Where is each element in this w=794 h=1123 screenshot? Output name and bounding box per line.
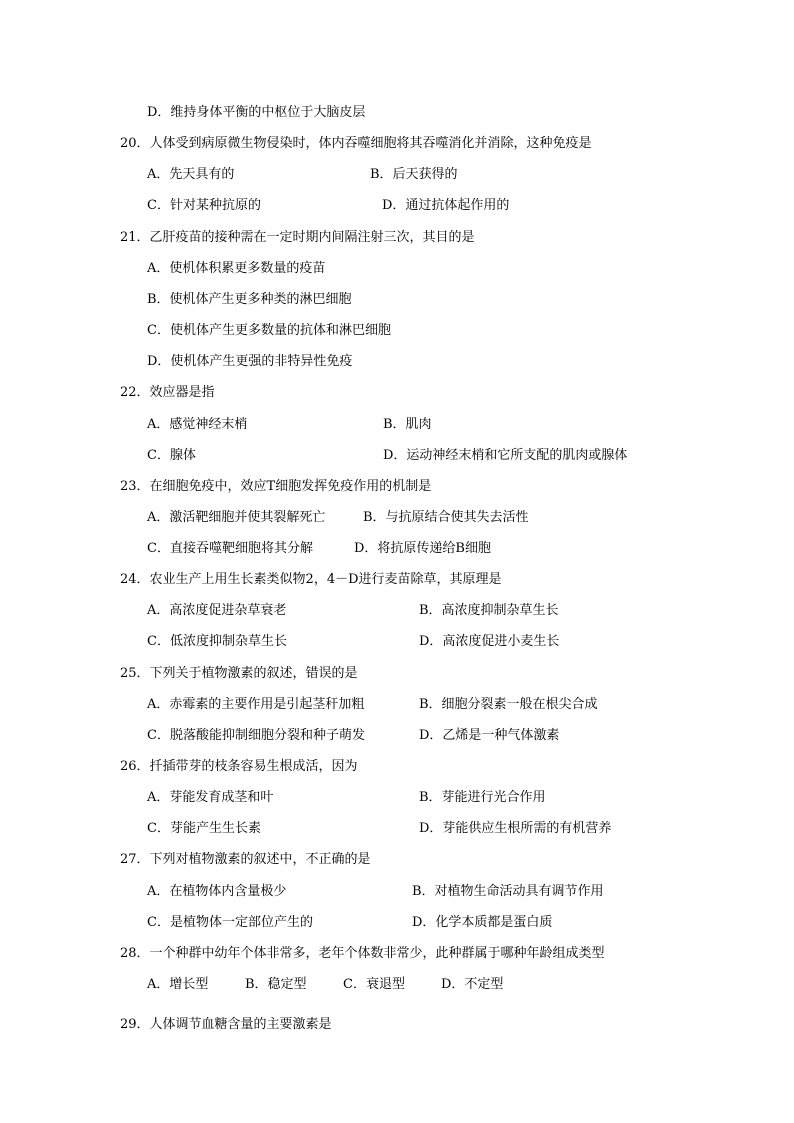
q26-option-a: A．芽能发育成茎和叶 [147, 790, 274, 805]
q21-option-a: A．使机体积累更多数量的疫苗 [147, 261, 326, 276]
q20-option-c: C．针对某种抗原的 [147, 198, 261, 213]
q27-option-a: A．在植物体内含量极少 [147, 884, 287, 899]
q28-option-a: A．增长型 [147, 977, 209, 992]
q25-option-c: C．脱落酸能抑制细胞分裂和种子萌发 [147, 728, 365, 743]
q21-option-d: D．使机体产生更强的非特异性免疫 [147, 354, 353, 369]
q28-option-d: D．不定型 [441, 977, 504, 992]
q22-option-d: D．运动神经末梢和它所支配的肌肉或腺体 [383, 448, 628, 463]
q24-stem: 24．农业生产上用生长素类似物2，4－D进行麦苗除草，其原理是 [120, 572, 502, 587]
q23-option-b: B．与抗原结合使其失去活性 [363, 510, 529, 525]
q27-option-d: D．化学本质都是蛋白质 [412, 915, 553, 930]
q28-stem: 28．一个种群中幼年个体非常多，老年个体数非常少，此种群属于哪种年龄组成类型 [120, 946, 605, 961]
q23-stem: 23．在细胞免疫中，效应T细胞发挥免疫作用的机制是 [120, 479, 432, 494]
q22-option-c: C．腺体 [147, 448, 196, 463]
q24-option-a: A．高浓度促进杂草衰老 [147, 603, 287, 618]
q28-option-b: B．稳定型 [245, 977, 307, 992]
q26-option-b: B．芽能进行光合作用 [419, 790, 546, 805]
q29-stem: 29．人体调节血糖含量的主要激素是 [120, 1017, 332, 1032]
q20-option-b: B．后天获得的 [370, 167, 458, 182]
q20-option-d: D．通过抗体起作用的 [382, 198, 510, 213]
q24-option-b: B．高浓度抑制杂草生长 [419, 603, 559, 618]
q28-option-c: C．衰退型 [343, 977, 405, 992]
q23-option-d: D．将抗原传递给B细胞 [354, 541, 491, 556]
q20-option-a: A．先天具有的 [147, 167, 235, 182]
q27-stem: 27．下列对植物激素的叙述中，不正确的是 [120, 852, 371, 867]
q27-option-b: B．对植物生命活动具有调节作用 [412, 884, 604, 899]
q24-option-c: C．低浓度抑制杂草生长 [147, 634, 287, 649]
q24-option-d: D．高浓度促进小麦生长 [419, 634, 560, 649]
q21-option-c: C．使机体产生更多数量的抗体和淋巴细胞 [147, 323, 391, 338]
q19-option-d: D．维持身体平衡的中枢位于大脑皮层 [147, 105, 366, 120]
q22-option-a: A．感觉神经末梢 [147, 417, 248, 432]
q26-option-d: D．芽能供应生根所需的有机营养 [419, 821, 612, 836]
q27-option-c: C．是植物体一定部位产生的 [147, 915, 313, 930]
q25-option-d: D．乙烯是一种气体激素 [419, 728, 560, 743]
q21-stem: 21．乙肝疫苗的接种需在一定时期内间隔注射三次，其目的是 [120, 230, 475, 245]
q25-option-b: B．细胞分裂素一般在根尖合成 [419, 697, 598, 712]
q25-option-a: A．赤霉素的主要作用是引起茎秆加粗 [147, 697, 365, 712]
q22-option-b: B．肌肉 [383, 417, 432, 432]
q23-option-c: C．直接吞噬靶细胞将其分解 [147, 541, 313, 556]
q26-stem: 26．扦插带芽的枝条容易生根成活，因为 [120, 759, 358, 774]
q20-stem: 20．人体受到病原微生物侵染时，体内吞噬细胞将其吞噬消化并消除，这种免疫是 [120, 136, 592, 151]
q23-option-a: A．激活靶细胞并使其裂解死亡 [147, 510, 326, 525]
q21-option-b: B．使机体产生更多种类的淋巴细胞 [147, 292, 352, 307]
q26-option-c: C．芽能产生生长素 [147, 821, 261, 836]
q25-stem: 25．下列关于植物激素的叙述，错误的是 [120, 666, 358, 681]
q22-stem: 22．效应器是指 [120, 385, 215, 400]
